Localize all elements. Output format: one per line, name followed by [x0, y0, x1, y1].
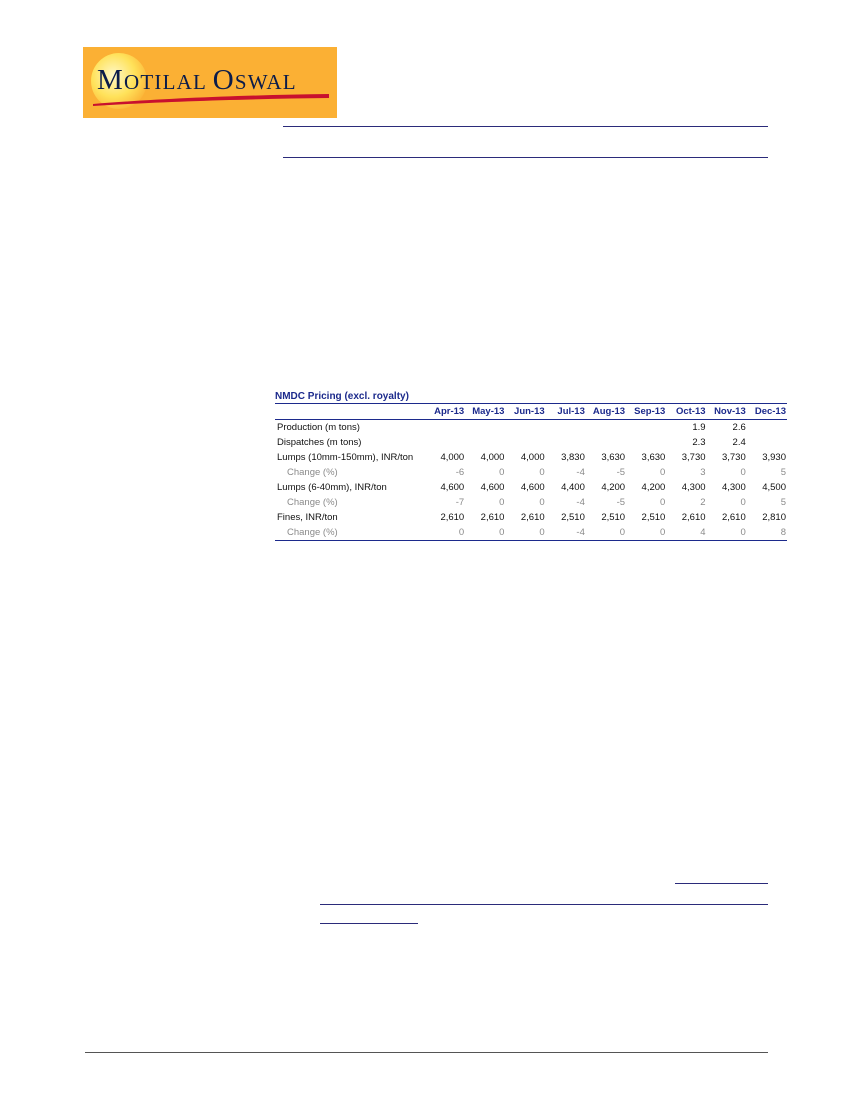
table-cell	[626, 420, 666, 436]
table-row	[275, 450, 787, 465]
table-cell: 0	[740, 497, 746, 508]
column-header: Dec-13	[747, 404, 787, 420]
logo-wordmark: MOTILAL OSWAL	[97, 64, 297, 96]
table-cell: 2,610	[440, 512, 465, 523]
table-cell: 4,600	[520, 482, 545, 493]
table-cell	[626, 435, 666, 450]
table-cell: 2,610	[480, 512, 505, 523]
column-header: Apr-13	[425, 404, 465, 420]
link-underline	[320, 923, 418, 924]
table-row	[275, 495, 787, 510]
row-label: Dispatches (m tons)	[277, 437, 362, 448]
table-cell: 4,500	[762, 482, 786, 493]
table-cell: 4,300	[721, 482, 746, 493]
table-cell: 5	[780, 497, 786, 508]
table-cell: 0	[539, 467, 545, 478]
table-cell: 4,400	[561, 482, 585, 493]
table-row	[275, 420, 787, 436]
logo-swoosh-icon	[93, 93, 329, 107]
table-cell: -7	[455, 497, 465, 508]
table-cell: -5	[616, 497, 626, 508]
table-cell: 4,600	[440, 482, 465, 493]
table-title: NMDC Pricing (excl. royalty)	[275, 390, 787, 404]
table-cell: 4,000	[440, 452, 465, 463]
table-cell: 0	[499, 497, 505, 508]
table-cell: 0	[505, 525, 545, 541]
column-header: Jun-13	[505, 404, 545, 420]
table-cell: 2,510	[641, 512, 666, 523]
table-row	[275, 525, 787, 541]
table-cell: 0	[425, 525, 465, 541]
table-cell: 1.9	[692, 422, 706, 433]
table-cell	[747, 420, 787, 436]
table-row	[275, 510, 787, 525]
table-cell	[465, 420, 505, 436]
table-cell: -4	[576, 497, 585, 508]
nmdc-pricing-table	[275, 404, 787, 541]
table-cell: 3,730	[681, 452, 706, 463]
column-header: Nov-13	[707, 404, 747, 420]
table-header-row	[275, 404, 787, 420]
table-cell	[425, 420, 465, 436]
column-header: Aug-13	[586, 404, 626, 420]
table-cell: 4,300	[681, 482, 706, 493]
row-label: Production (m tons)	[277, 422, 360, 433]
table-cell: 2,610	[520, 512, 545, 523]
nmdc-pricing-exhibit	[275, 390, 787, 541]
table-cell	[586, 420, 626, 436]
table-cell: 2,810	[762, 512, 786, 523]
table-cell: 3,630	[641, 452, 666, 463]
table-cell: 3	[700, 467, 706, 478]
row-label: Lumps (10mm-150mm), INR/ton	[277, 452, 414, 463]
table-cell: 0	[539, 497, 545, 508]
table-cell: 3,630	[601, 452, 626, 463]
motilal-oswal-logo	[83, 47, 337, 118]
table-cell: 0	[660, 467, 666, 478]
row-label: Change (%)	[275, 525, 425, 541]
table-cell: 0	[499, 467, 505, 478]
table-cell	[465, 435, 505, 450]
table-cell: 2.6	[732, 422, 746, 433]
table-cell: 5	[780, 467, 786, 478]
table-cell: 4,000	[480, 452, 505, 463]
header-rule-2	[283, 157, 768, 158]
table-cell: 0	[707, 525, 747, 541]
table-row	[275, 435, 787, 450]
table-cell: 8	[747, 525, 787, 541]
table-cell: 4,600	[480, 482, 505, 493]
column-header: May-13	[465, 404, 505, 420]
table-row	[275, 465, 787, 480]
table-cell: 0	[740, 467, 746, 478]
table-cell	[505, 435, 545, 450]
table-row	[275, 480, 787, 495]
table-cell: 4,000	[520, 452, 545, 463]
header-rule-1	[283, 126, 768, 127]
table-cell: 3,730	[721, 452, 746, 463]
table-cell	[505, 420, 545, 436]
row-label: Change (%)	[287, 467, 338, 478]
row-label: Lumps (6-40mm), INR/ton	[277, 482, 387, 493]
table-cell: 4,200	[601, 482, 626, 493]
table-cell: -4	[576, 467, 585, 478]
table-cell: 2,510	[561, 512, 585, 523]
table-cell: 0	[586, 525, 626, 541]
table-cell: 3,830	[561, 452, 585, 463]
table-cell: 2,510	[601, 512, 626, 523]
table-cell: 2,610	[721, 512, 746, 523]
row-label: Fines, INR/ton	[277, 512, 338, 523]
column-header: Sep-13	[626, 404, 666, 420]
table-cell: -5	[616, 467, 626, 478]
table-cell: 2,610	[681, 512, 706, 523]
table-cell: 3,930	[762, 452, 786, 463]
table-cell: 0	[626, 525, 666, 541]
table-cell: -6	[455, 467, 465, 478]
column-header: Jul-13	[546, 404, 586, 420]
footer-rule	[85, 1052, 768, 1053]
table-cell: 2	[700, 497, 706, 508]
table-cell: 2.3	[692, 437, 706, 448]
column-header: Oct-13	[666, 404, 706, 420]
table-cell: 0	[465, 525, 505, 541]
table-cell: 4	[666, 525, 706, 541]
table-cell	[546, 435, 586, 450]
link-underline	[320, 904, 768, 905]
table-cell: 4,200	[641, 482, 666, 493]
table-cell	[747, 435, 787, 450]
table-cell: -4	[546, 525, 586, 541]
table-cell: 0	[660, 497, 666, 508]
link-underline	[675, 883, 768, 884]
table-cell	[546, 420, 586, 436]
table-cell	[425, 435, 465, 450]
table-cell: 2.4	[732, 437, 746, 448]
table-cell	[586, 435, 626, 450]
row-label: Change (%)	[287, 497, 338, 508]
column-header-label	[275, 404, 425, 420]
